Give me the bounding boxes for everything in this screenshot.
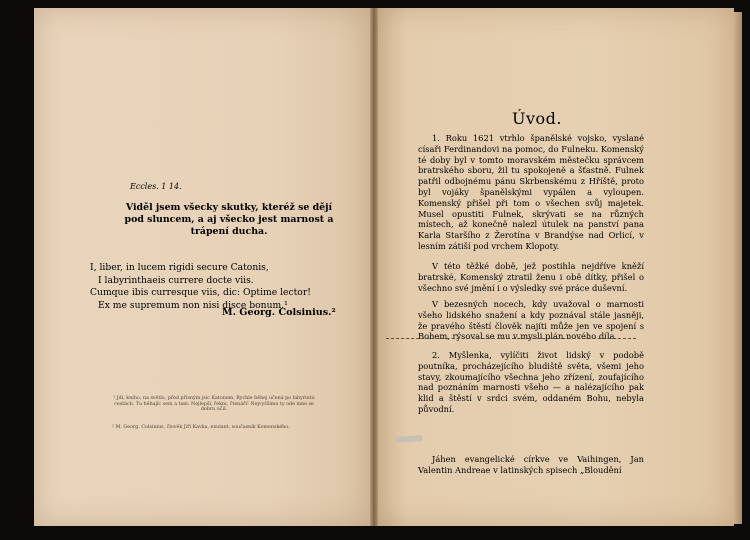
section-divider — [386, 338, 636, 340]
latin-poem — [90, 262, 340, 312]
footnote-translation: ¹ Jdi, kniho, na světlo, před přísným jsic Katonem, Rychle běhej učená po labyrintu cestách. Tu běhajíc sem a tam: Nejlepší, řekni, čtenáři! Nejvyššímu ty ode mne se dobru učil. — [113, 396, 315, 413]
paragraph: Jáhen evangelické církve ve Vaihingen, Jan Valentin Andreae v latinských spisech „Bloudění — [418, 454, 644, 475]
poem-line: Cumque ibis curresque viis, dic: Optime lector! — [90, 287, 311, 298]
paragraph: V bezesných nocech, kdy uvažoval o marnosti všeho lidského snažení a kdy poznával stále jasněji, že pravého štěstí člověk najíti může jen ve spojení s Bohem, rýsoval se mu v mysli plán nového díla. — [418, 299, 644, 342]
paragraph: 1. Roku 1621 vtrhlo španělské vojsko, vyslané císaři Ferdinandovi na pomoc, do Fulneku. Komenský té doby byl v tomto moravském městečku správcem bratrského sboru, žil tu spokojeně a šťastně. Fulnek patřil odbojnému pánu Skrbenskému z Hříště, proto byl vojáky španělskými vypálen a vyloupen. Komenský přišel při tom o všechen svůj majetek. Musel opustiti Fulnek, skrývati se na různých místech, až konečně nalezl útulek na panství pana Karla Staršího z Žerotína v Brandýse nad Orlicí, v lesním zátiší pod vrchem Klopoty. — [418, 133, 644, 251]
poem-signature: M. Georg. Colsinius.² — [222, 307, 336, 318]
poem-line: I, liber, in lucem rigidi secure Catonis, — [90, 262, 269, 273]
footnote-author: ² M. Georg. Colsinius, člověk Jiří Kavka, exulant, současník Komenského. — [112, 425, 290, 430]
epigraph-reference: Eccles. 1 14. — [130, 182, 182, 191]
book-gutter — [370, 8, 378, 526]
paragraph: V této těžké době, jež postihla nejdříve kněží bratrské, Komenský ztratil ženu i obě dítky, přišel o všechno své jmění i o výsledky své práce duševní. — [418, 261, 644, 293]
poem-line: I labyrinthaeis currere docte viis. — [98, 274, 254, 286]
chapter-title: Úvod. — [512, 109, 562, 128]
paragraph: 2. Myšlenka, vylíčiti život lidský v podobě poutníka, procházejícího bludiště světa, všemi jeho stavy, zkoumajícího všechna jeho zřízení, zoufajícího nad poznáním marnosti všeho — a nalézajícího pak klid a štěstí v srdci svém, oddaném Bohu, nebyla původní. — [418, 350, 644, 414]
poem-line: Ex me supremum non nisi disce bonum.¹ — [98, 299, 288, 311]
page-edge — [734, 12, 742, 524]
epigraph-motto: Viděl jsem všecky skutky, kteréž se dějí pod sluncem, a aj všecko jest marnost a trápení ducha. — [124, 202, 334, 237]
